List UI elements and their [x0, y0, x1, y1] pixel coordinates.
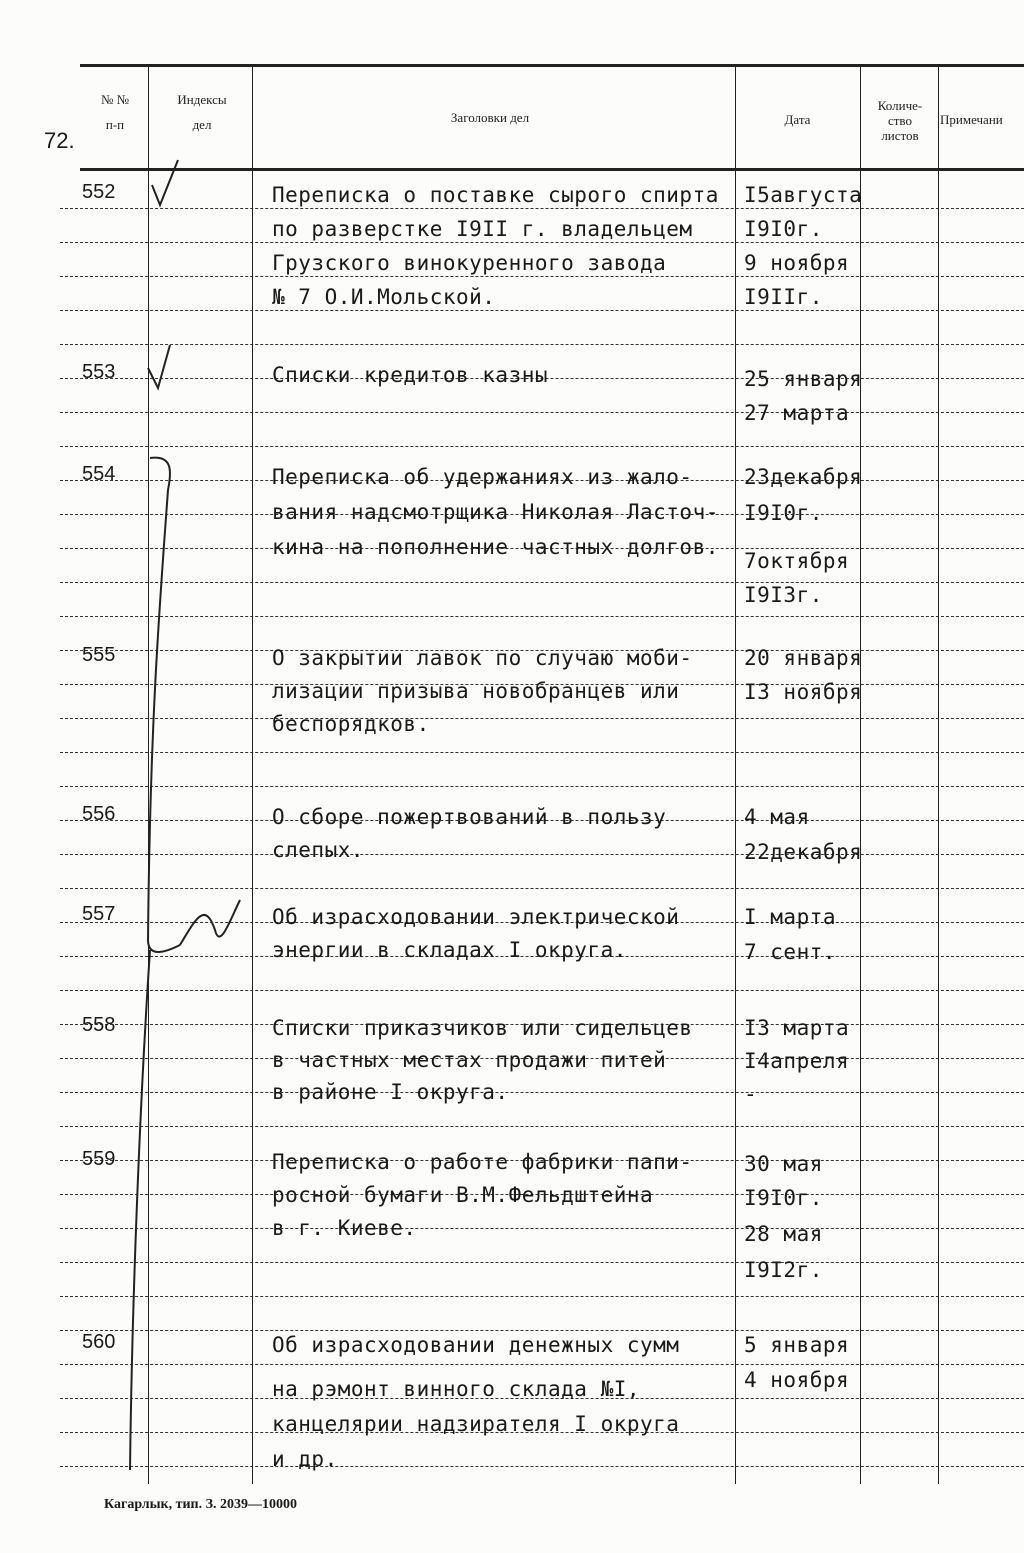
entry-date: 7октября — [744, 549, 850, 573]
entry-title-line: и др. — [272, 1447, 338, 1471]
entry-title-line: О сборе пожертвований в пользу — [272, 805, 667, 829]
entry-title-line: Об израсходовании денежных сумм — [272, 1333, 680, 1357]
entry-title-line: Переписка о поставке сырого спирта — [272, 183, 719, 207]
entry-date: 27 марта — [744, 401, 850, 425]
entry-date: I9I0г. — [744, 217, 823, 241]
entry-title-line: беспорядков. — [272, 712, 430, 736]
entry-number: 554 — [82, 463, 116, 485]
entry-title-line: О закрытии лавок по случаю моби- — [272, 646, 693, 670]
entry-date: 23декабря — [744, 465, 863, 489]
entry-title-line: вания надсмотрщика Николая Ласточ- — [272, 500, 719, 524]
entry-number: 560 — [82, 1331, 116, 1353]
entry-title-line: в г. Киеве. — [272, 1216, 417, 1240]
page-number: 72. — [44, 128, 75, 153]
entry-date: I9I3г. — [744, 583, 823, 607]
entry-title-line: энергии в складах I округа. — [272, 938, 627, 962]
header-date: Дата — [784, 112, 811, 127]
header-count-line: листов — [881, 128, 919, 143]
entry-title-line: на рэмонт винного склада №I, — [272, 1377, 641, 1401]
entry-date: 30 мая — [744, 1152, 823, 1176]
entry-title-line: росной бумаги В.М.Фельдштейна — [272, 1183, 654, 1207]
entry-number: 556 — [82, 803, 116, 825]
entry-title-line: Списки приказчиков или сидельцев — [272, 1016, 693, 1040]
entry-date: I9I0г. — [744, 1186, 823, 1210]
entry-date: 9 ноября — [744, 251, 850, 275]
entry-title-line: Переписка об удержаниях из жало- — [272, 465, 693, 489]
checkmark-icon — [152, 160, 178, 205]
entry-title-line: № 7 О.И.Мольской. — [272, 285, 496, 309]
header-index-line: Индексы — [177, 92, 227, 107]
entry-number: 555 — [82, 644, 116, 666]
entry-date: 4 мая — [744, 805, 810, 829]
header-count-line: ство — [887, 113, 912, 128]
handwritten-initials — [180, 900, 240, 945]
entry-number: 559 — [82, 1148, 116, 1170]
header-num-line: п-п — [105, 117, 125, 132]
entry-number: 557 — [82, 903, 116, 925]
entry-title-line: лизации призыва новобранцев или — [272, 679, 680, 703]
entry-title-line: в районе I округа. — [272, 1080, 509, 1104]
entry-date: 7 сент. — [744, 940, 837, 964]
entry-date: I9IIг. — [744, 285, 823, 309]
header-count-line: Количе- — [877, 98, 923, 113]
entry-date: I марта — [744, 905, 837, 929]
entry-number: 553 — [82, 361, 116, 383]
entry-date: - — [744, 1082, 758, 1106]
entry-date: I3 марта — [744, 1016, 850, 1040]
entry-date: I9I2г. — [744, 1258, 823, 1282]
bracket-mark — [130, 458, 180, 1470]
header-title: Заголовки дел — [450, 110, 530, 125]
entry-number: 558 — [82, 1014, 116, 1036]
entry-title-line: в частных местах продажи питей — [272, 1048, 667, 1072]
entry-date: I3 ноября — [744, 680, 863, 704]
entry-title-line: канцелярии надзирателя I округа — [272, 1412, 680, 1436]
entry-date: 4 ноября — [744, 1368, 850, 1392]
entry-date: 22декабря — [744, 840, 863, 864]
entry-date: I5августа — [744, 183, 863, 207]
header-num-line: № № — [100, 92, 130, 107]
header-notes: Примечани — [940, 112, 1003, 127]
printer-imprint: Кагарлык, тип. З. 2039—10000 — [104, 1497, 298, 1512]
entry-date: I4апреля — [744, 1049, 850, 1073]
entry-title-line: Списки кредитов казны — [272, 363, 549, 387]
entry-date: 5 января — [744, 1333, 850, 1357]
entry-title-line: Об израсходовании электрической — [272, 905, 680, 929]
entry-title-line: кина на пополнение частных долгов. — [272, 535, 719, 559]
entry-date: 25 января — [744, 367, 863, 391]
entry-title-line: Переписка о работе фабрики папи- — [272, 1150, 693, 1174]
header-index-line: дел — [192, 117, 212, 132]
entry-number: 552 — [82, 181, 116, 203]
entry-title-line: Грузского винокуренного завода — [272, 251, 667, 275]
entry-date: 20 января — [744, 646, 863, 670]
entry-title-line: слепых. — [272, 838, 365, 862]
entry-title-line: по разверстке I9II г. владельцем — [272, 217, 693, 241]
checkmark-icon — [148, 345, 170, 388]
entry-date: I9I0г. — [744, 501, 823, 525]
entry-date: 28 мая — [744, 1222, 823, 1246]
